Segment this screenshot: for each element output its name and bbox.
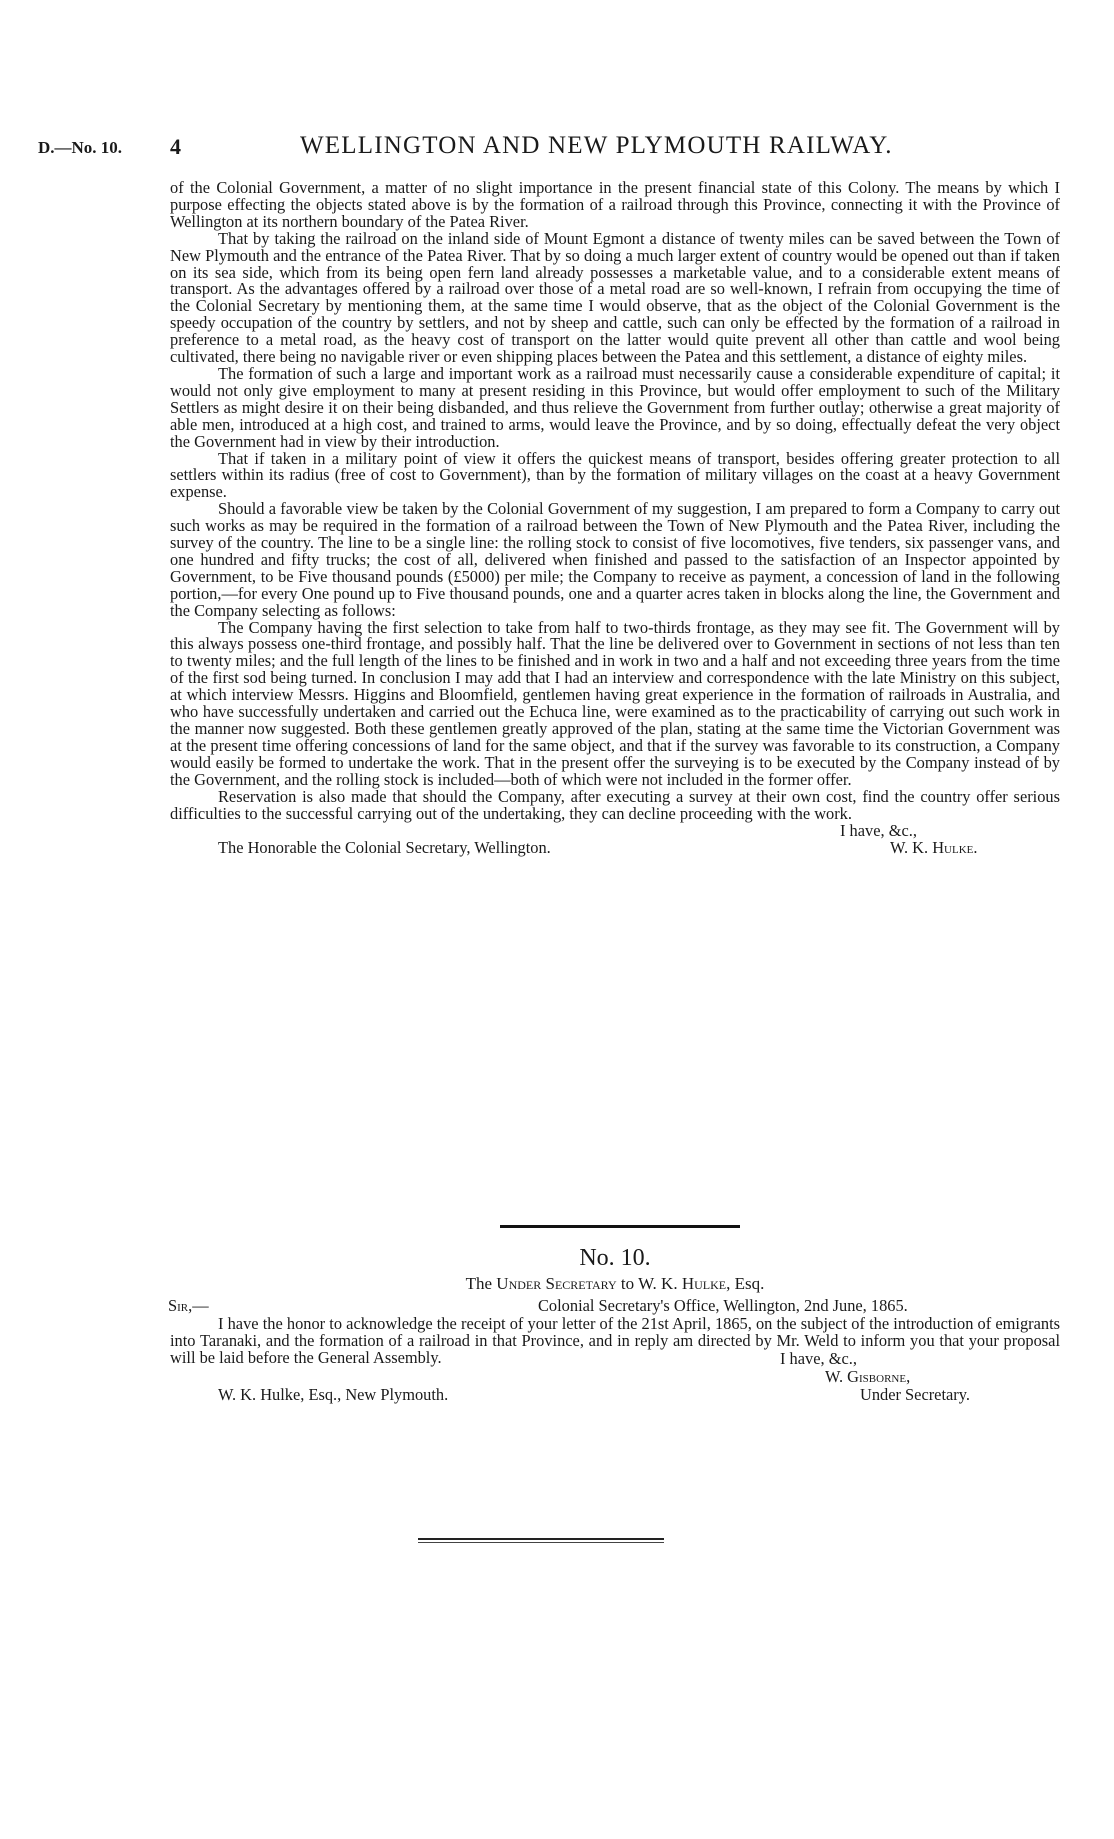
letter-two-closing: I have, &c., — [780, 1348, 857, 1368]
end-divider-bottom — [418, 1542, 664, 1543]
letter-two-addressee: W. K. Hulke, Esq., New Plymouth. — [218, 1384, 449, 1404]
running-title: WELLINGTON AND NEW PLYMOUTH RAILWAY. — [300, 132, 893, 159]
signature-title: Under Secretary. — [860, 1384, 970, 1404]
letter-one-paragraph-5: Should a favorable view be taken by the Colonial Government of my suggestion, I am prepared to form a Company to carry out such works as may be required in the formation of a railroad between the Town of New Plymouth and the Patea River, including the survey of the country. The line to be a single line: the rolling stock to consist of five locomotives, five tenders, six passenger vans, and one hundred and fifty trucks; the cost of all, delivered when finished and passed to the satisfaction of an Inspector appointed by Government, to be Five thousand pounds (£5000) per mile; the Company to receive as payment, a concession of land in the following portion,—for every One pound up to Five thousand pounds, one and a quarter acres taken in blocks along the line, the Government and the Company selecting as follows: — [170, 499, 1060, 620]
signature-surname: Gisborne, — [847, 1366, 911, 1386]
salutation-row — [170, 1297, 1060, 1315]
page-header — [38, 130, 1078, 170]
letter-one-paragraph-7: Reservation is also made that should the Company, after executing a survey at their own cost, find the country offer serious difficulties to the successful carrying out of the undertaking, they can decline proceeding with the work. — [170, 786, 1060, 823]
letter-heading — [170, 1273, 1060, 1294]
letter-one-closing: I have, &c., — [840, 821, 917, 841]
page-number: 4 — [170, 134, 181, 159]
letter-one-body — [170, 180, 1060, 856]
letter-number: No. 10. — [579, 1245, 651, 1271]
letter-one-paragraph-1: of the Colonial Government, a matter of no slight importance in the present financial state of this Colony. The means by which I purpose effecting the objects stated above is by the formation of a railroad through this Province, connecting it with the Province of Wellington at its northern boundary of the Patea River. — [170, 178, 1060, 231]
letter-two-closing-row — [170, 1350, 1060, 1368]
letter-one-signature — [890, 839, 977, 856]
letter-two-footer-row — [170, 1386, 1060, 1404]
end-divider-top — [418, 1538, 664, 1540]
letter-two-signature-row — [170, 1368, 1060, 1386]
section-divider — [500, 1225, 740, 1228]
signature-initials: W. K. — [890, 838, 933, 858]
letter-one-paragraph-4: That if taken in a military point of view it offers the quickest means of transport, besides offering greater protection to all settlers within its radius (free of cost to Government), than by the formation of military villages on the coast at a heavy Government expense. — [170, 448, 1060, 502]
heading-mid: to W. K. — [616, 1274, 682, 1293]
letter-one-addressee: The Honorable the Colonial Secretary, Wellington. — [218, 838, 551, 858]
document-reference: D.—No. 10. — [38, 138, 123, 157]
heading-pre: The — [465, 1274, 497, 1293]
heading-recipient: Hulke — [681, 1274, 727, 1293]
letter-one-paragraph-2: That by taking the railroad on the inland side of Mount Egmont a distance of twenty miles can be saved between the Town of New Plymouth and the entrance of the Patea River. That by so doing a much larger extent of country would be opened out than if taken on its sea side, which from its being open fern land already possesses a marketable value, and to a considerable extent means of transport. As the advantages offered by a railroad over those of a metal road are so well-known, I refrain from occupying the time of the Colonial Secretary by mentioning them, at the same time I would observe, that as the object of the Colonial Government is the speedy occupation of the country by settlers, and not by sheep and cattle, such can only be effected by the formation of a railroad in preference to a metal road, as the heavy cost of transport on the latter would quite prevent all other than cattle and wool being cultivated, there being no navigable river or even shipping places between the Patea and this settlement, a distance of eighty miles. — [170, 228, 1060, 367]
from-line: Colonial Secretary's Office, Wellington, 2nd June, 1865. — [538, 1296, 908, 1315]
letter-one-paragraph-3: The formation of such a large and important work as a railroad must necessarily cause a considerable expenditure of capital; it would not only give employment to many at present residing in this Province, but would offer employment to such of the Military Settlers as might desire it on their being disbanded, and thus relieve the Government from further outlay; otherwise a great majority of able men, introduced at a high cost, and trained to arms, would leave the Province, and by so doing, effectually defeat the very object the Government had in view by their introduction. — [170, 363, 1060, 451]
letter-two-signature — [825, 1368, 910, 1385]
salutation: Sir,— — [168, 1296, 209, 1315]
heading-end: , Esq. — [726, 1274, 765, 1293]
letter-one-paragraph-6: The Company having the first selection to take from half to two-thirds frontage, as they may see fit. The Government will by this always possess one-third frontage, and possibly half. That the line be delivered over to Government in sections of not less than ten to twenty miles; and the full length of the lines to be finished and in work in two and a half and not exceeding three years from the time of the first sod being turned. In conclusion I may add that I had an interview and correspondence with the late Ministry on this subject, at which interview Messrs. Higgins and Bloomfield, gentlemen having great experience in the formation of railroads in Australia, and who have successfully undertaken and carried out the Echuca line, were examined as to the practicability of carrying out such work in the manner now suggested. Both these gentlemen greatly approved of the plan, stating at the same time the Victorian Government was at the present time offering concessions of land for the same object, and that if the survey was favorable to its construction, a Company would easily be formed to undertake the work. That in the present offer the surveying is to be executed by the Company instead of by the Government, and the rolling stock is included—both of which were not included in the former offer. — [170, 617, 1060, 789]
heading-sender: Under Secretary — [496, 1274, 617, 1293]
letter-one-signature-row — [170, 839, 1060, 856]
letter-one-closing-row — [170, 822, 1060, 839]
signature-initials: W. — [825, 1366, 848, 1386]
letter-two — [170, 1243, 1060, 1404]
letter-two-body: I have the honor to acknowledge the receipt of your letter of the 21st April, 1865, on the subject of the introduction of emigrants into Taranaki, and the formation of a railroad in that Province, and in reply am directed by Mr. Weld to inform you that your proposal will be laid before the General Assembly. — [170, 1314, 1060, 1368]
signature-surname: Hulke. — [932, 838, 978, 858]
